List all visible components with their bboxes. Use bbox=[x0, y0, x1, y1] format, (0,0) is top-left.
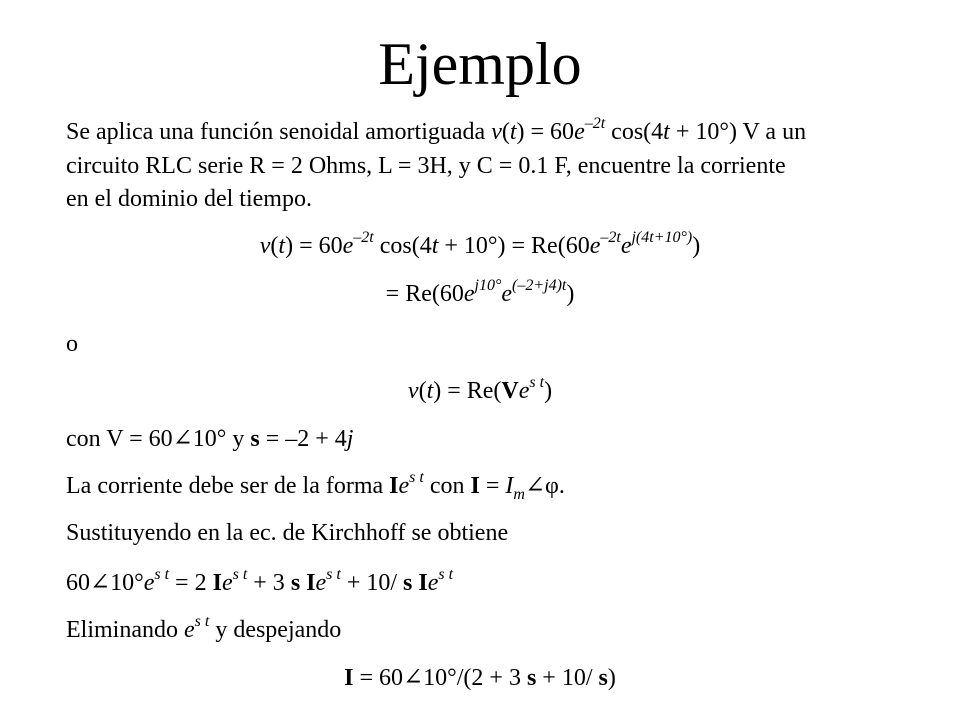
var-e: e bbox=[315, 570, 327, 596]
var-e: e bbox=[143, 570, 155, 596]
text-segment: Se aplica una función senoidal amortiguada bbox=[66, 119, 492, 145]
var-e: e bbox=[501, 281, 512, 307]
text-segment: ) bbox=[566, 281, 575, 307]
exponent: s t bbox=[326, 566, 341, 583]
problem-line-2: circuito RLC serie R = 2 Ohms, L = 3H, y C = 0.1 F, encuentre la corriente bbox=[66, 153, 786, 179]
line-con-v bbox=[66, 423, 353, 455]
angle-symbol: ∠ bbox=[90, 570, 111, 596]
var-e: e bbox=[183, 617, 195, 643]
phasor-I: I bbox=[306, 570, 316, 596]
var-e: e bbox=[221, 570, 233, 596]
text-segment: cos(4 bbox=[373, 233, 432, 259]
exponent: s t bbox=[529, 374, 545, 391]
exponent: s t bbox=[438, 566, 454, 583]
phasor-I: I bbox=[212, 570, 222, 596]
var-t: t bbox=[431, 233, 439, 259]
text-segment: 10° bbox=[110, 570, 144, 596]
exponent: –2t bbox=[600, 229, 621, 246]
line-sustituyendo: Sustituyendo en la ec. de Kirchhoff se obtiene bbox=[66, 520, 509, 546]
var-Im: I bbox=[505, 473, 514, 499]
var-phi: φ bbox=[545, 473, 559, 499]
text-segment: La corriente debe ser de la forma bbox=[66, 473, 390, 499]
phasor-V: V bbox=[501, 378, 519, 404]
var-e: e bbox=[574, 119, 585, 145]
text-segment: + 10/ bbox=[340, 570, 404, 596]
var-v: v bbox=[491, 119, 502, 145]
phasor-I: I bbox=[470, 473, 480, 499]
exponent: –2t bbox=[353, 229, 374, 246]
var-s: s bbox=[598, 665, 608, 691]
var-t: t bbox=[509, 119, 517, 145]
var-s: s bbox=[250, 426, 260, 452]
equation-2 bbox=[0, 278, 960, 310]
exponent: j10° bbox=[474, 277, 502, 294]
angle-symbol: ∠ bbox=[403, 665, 424, 691]
slide-title: Ejemplo bbox=[378, 31, 582, 97]
text-segment: = bbox=[479, 473, 506, 499]
var-j: j bbox=[346, 426, 354, 452]
text-segment: Eliminando bbox=[66, 617, 184, 643]
text-segment: con bbox=[423, 473, 471, 499]
text-segment: + 3 bbox=[247, 570, 291, 596]
or-text: o bbox=[66, 331, 78, 357]
equation-5 bbox=[0, 662, 960, 694]
var-e: e bbox=[427, 570, 439, 596]
text-segment: + 10°) = Re(60 bbox=[438, 233, 590, 259]
angle-symbol: ∠ bbox=[524, 473, 546, 499]
text-segment: cos(4 bbox=[605, 119, 664, 145]
var-s: s bbox=[526, 665, 537, 691]
var-e: e bbox=[398, 473, 410, 499]
var-v: v bbox=[259, 233, 271, 259]
var-t: t bbox=[426, 378, 434, 404]
text-segment: = –2 + 4 bbox=[259, 426, 347, 452]
text-segment: + 10°) V a un bbox=[669, 119, 807, 145]
text-segment: con V = 60 bbox=[66, 426, 173, 452]
text-segment: ) bbox=[692, 233, 701, 259]
var-e: e bbox=[342, 233, 354, 259]
text-segment: . bbox=[558, 473, 565, 499]
equation-1 bbox=[0, 230, 960, 262]
var-e: e bbox=[518, 378, 530, 404]
text-segment: y despejando bbox=[209, 617, 342, 643]
text-segment: 10°/(2 + 3 bbox=[423, 665, 527, 691]
text-segment: ( bbox=[501, 119, 510, 145]
var-e: e bbox=[463, 281, 475, 307]
phasor-I: I bbox=[418, 570, 428, 596]
text-segment: = 2 bbox=[169, 570, 213, 596]
text-segment: ( bbox=[270, 233, 279, 259]
exponent: s t bbox=[409, 469, 424, 486]
var-t: t bbox=[663, 119, 670, 145]
var-s: s bbox=[403, 570, 413, 596]
var-t: t bbox=[278, 233, 286, 259]
problem-line-3: en el dominio del tiempo. bbox=[66, 186, 312, 212]
text-segment: ) = 60 bbox=[516, 119, 575, 145]
line-corriente bbox=[66, 470, 565, 502]
exponent: –2t bbox=[584, 115, 606, 132]
equation-3 bbox=[0, 375, 960, 407]
text-segment: 10° y bbox=[192, 426, 251, 452]
var-e: e bbox=[589, 233, 601, 259]
exponent: s t bbox=[232, 566, 248, 583]
line-eliminando bbox=[66, 614, 341, 646]
text-segment: ) = Re( bbox=[433, 378, 502, 404]
problem-line-1 bbox=[66, 116, 806, 148]
var-v: v bbox=[407, 378, 419, 404]
subscript: m bbox=[513, 485, 525, 503]
text-segment: + 10/ bbox=[536, 665, 599, 691]
exponent: (–2+j4)t bbox=[512, 277, 567, 294]
text-segment: ) = 60 bbox=[285, 233, 343, 259]
text-segment: ) bbox=[607, 665, 616, 691]
text-segment: 60 bbox=[66, 570, 90, 596]
exponent: s t bbox=[194, 613, 210, 630]
exponent: s t bbox=[154, 566, 170, 583]
angle-symbol: ∠ bbox=[172, 426, 193, 452]
text-segment: = 60 bbox=[353, 665, 404, 691]
text-segment: = Re(60 bbox=[385, 281, 464, 307]
phasor-I: I bbox=[389, 473, 399, 499]
text-segment: ( bbox=[418, 378, 427, 404]
var-s: s bbox=[290, 570, 301, 596]
exponent: j(4t+10°) bbox=[631, 229, 693, 246]
text-segment: ) bbox=[544, 378, 553, 404]
equation-4 bbox=[66, 567, 453, 599]
phasor-I: I bbox=[344, 665, 354, 691]
var-e: e bbox=[620, 233, 632, 259]
